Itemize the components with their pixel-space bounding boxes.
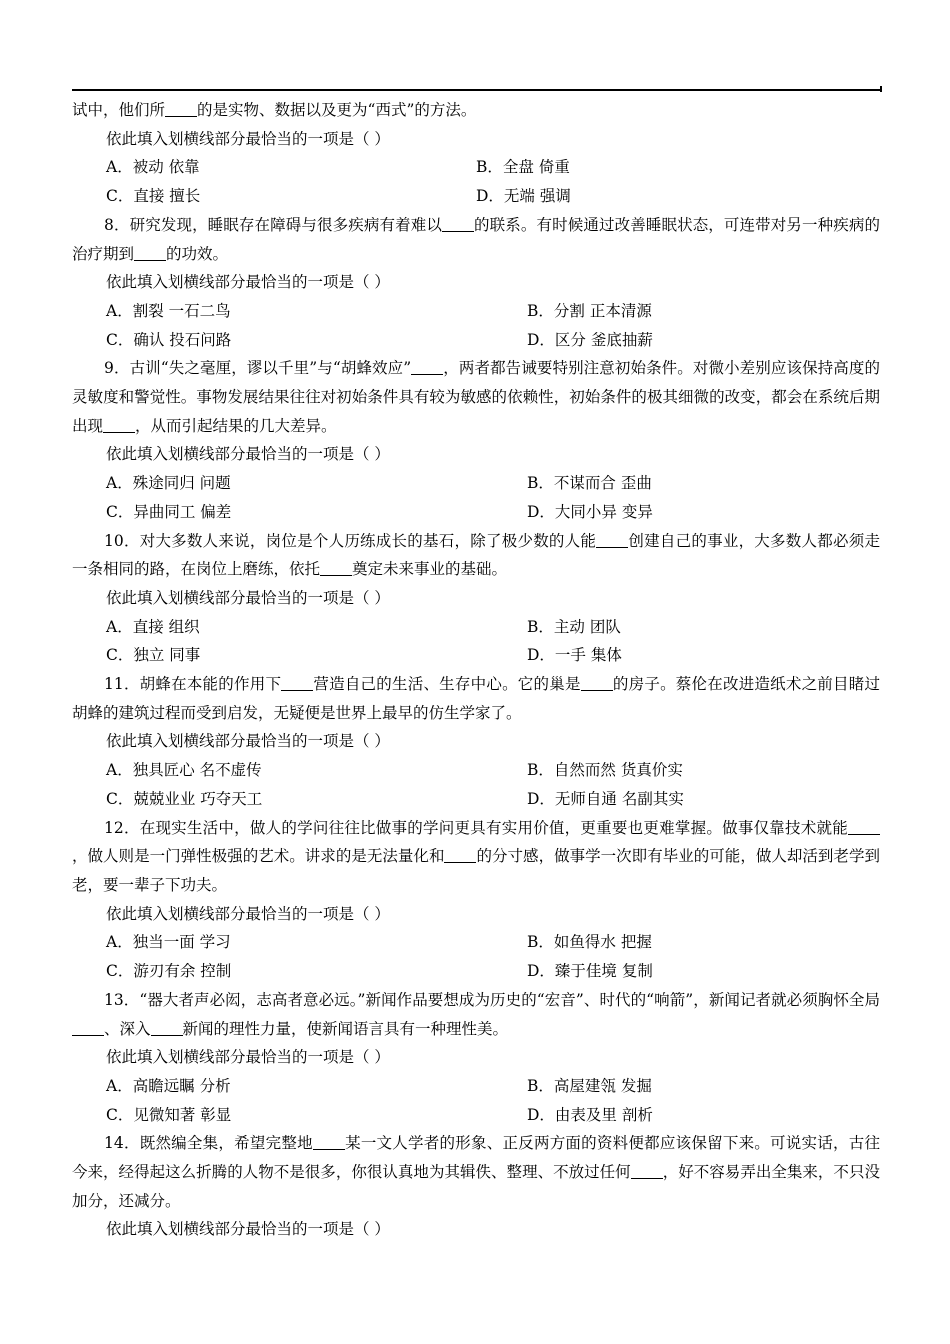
q10-stem <box>72 527 880 584</box>
q11-option-d: D．无师自通 名副其实 <box>527 789 684 808</box>
q7-text-part-1: 试中，他们所 <box>72 101 166 119</box>
q11-stem <box>72 670 880 727</box>
q7-option-a: A．被动 依靠 <box>106 158 200 177</box>
header-rule <box>72 89 880 91</box>
answer-blank <box>313 1134 345 1151</box>
q14-prompt: 依此填入划横线部分最恰当的一项是（ ） <box>106 1220 390 1239</box>
q10-option-b: B．主动 团队 <box>527 617 621 636</box>
q9-option-a: A．殊途同归 问题 <box>106 474 231 493</box>
q7-text-part-2: 的是实物、数据以及更为“西式”的方法。 <box>197 101 477 119</box>
q13-options-row-2 <box>72 1101 880 1130</box>
q8-option-b: B．分割 正本清源 <box>527 301 652 320</box>
q14-text-part-2: 某一文人学者的形象、正反两方面的资料便都应该保留下来。可说实话，古往今来，经得起这么折腾的人物不是很多，你很认真地为其辑佚、整理、不放过任何 <box>72 1134 880 1182</box>
q12-options-row-2 <box>72 957 880 986</box>
q9-text-part-3: ，从而引起结果的几大差异。 <box>135 416 337 435</box>
q13-stem <box>72 986 880 1043</box>
q9-stem <box>72 354 880 440</box>
answer-blank <box>848 818 880 835</box>
q7-options-row-1 <box>72 153 880 182</box>
answer-blank <box>411 359 443 376</box>
q11-option-a: A．独具匠心 名不虚传 <box>106 761 262 780</box>
answer-blank <box>134 244 166 261</box>
answer-blank <box>151 1019 183 1036</box>
q12-text-part-1: 12．在现实生活中，做人的学问往往比做事的学问更具有实用价值，更重要也更难掌握。做事仅靠技术就能 <box>104 818 848 837</box>
q7-prompt: 依此填入划横线部分最恰当的一项是（ ） <box>106 129 390 148</box>
q12-text-part-3: 的分寸感，做事学一次即有毕业的可能，做人却活到老学到老，要一辈子下功夫。 <box>72 847 880 894</box>
q13-option-c: C．见微知著 彰显 <box>106 1105 232 1124</box>
q7-options-row-2 <box>72 182 880 211</box>
q11-option-c: C．兢兢业业 巧夺天工 <box>106 789 263 808</box>
q10-text-part-2: 创建自己的事业，大多数人都必须走一条相同的路，在岗位上磨练，依托 <box>72 531 880 579</box>
q8-text-part-1: 8．研究发现，睡眠存在障碍与很多疾病有着难以 <box>104 215 442 234</box>
q13-text-part-3: 新闻的理性力量，使新闻语言具有一种理性美。 <box>182 1019 509 1038</box>
answer-blank <box>631 1163 663 1180</box>
q14-text-part-1: 14．既然编全集，希望完整地 <box>104 1134 313 1153</box>
q13-text-part-2: 、深入 <box>104 1019 151 1038</box>
header-rule-tick <box>880 86 882 92</box>
q8-options-row-2 <box>72 326 880 355</box>
q9-option-c: C．异曲同工 偏差 <box>106 502 232 521</box>
q11-text-part-2: 营造自己的生活、生存中心。它的巢是 <box>313 675 581 694</box>
q7-continuation <box>72 96 880 125</box>
q10-options-row-2 <box>72 641 880 670</box>
q11-prompt: 依此填入划横线部分最恰当的一项是（ ） <box>106 732 390 751</box>
q8-option-d: D．区分 釜底抽薪 <box>527 330 653 349</box>
q8-option-a: A．割裂 一石二鸟 <box>106 301 231 320</box>
q12-option-d: D．臻于佳境 复制 <box>527 962 653 981</box>
q14-stem <box>72 1129 880 1215</box>
q9-options-row-2 <box>72 498 880 527</box>
answer-blank <box>596 531 628 548</box>
answer-blank <box>444 847 476 864</box>
q9-text-part-1: 9．古训“失之毫厘，谬以千里”与“胡蜂效应” <box>104 359 412 378</box>
q10-option-c: C．独立 同事 <box>106 646 201 665</box>
q13-text-part-1: 13．“器大者声必闳，志高者意必远。”新闻作品要想成为历史的“宏音”、时代的“响箭”，新闻记者就必须胸怀全局 <box>104 990 880 1009</box>
q11-text-part-1: 11．胡蜂在本能的作用下 <box>104 675 282 694</box>
q13-option-d: D．由表及里 剖析 <box>527 1105 653 1124</box>
q13-options-row-1 <box>72 1072 880 1101</box>
q13-option-a: A．高瞻远瞩 分析 <box>106 1076 231 1095</box>
q9-option-b: B．不谋而合 歪曲 <box>527 474 652 493</box>
q12-prompt: 依此填入划横线部分最恰当的一项是（ ） <box>106 904 390 923</box>
q7-option-c: C．直接 擅长 <box>106 187 201 206</box>
q11-options-row-1 <box>72 756 880 785</box>
q10-option-a: A．直接 组织 <box>106 617 200 636</box>
answer-blank <box>320 560 352 577</box>
answer-blank <box>281 675 313 692</box>
answer-blank <box>103 416 135 433</box>
q10-option-d: D．一手 集体 <box>527 646 622 665</box>
page-content <box>72 96 880 1244</box>
q13-option-b: B．高屋建瓴 发掘 <box>527 1076 652 1095</box>
q11-text-part-3: 的房子。蔡伦在改进造纸术之前目睹过胡蜂的建筑过程而受到启发，无疑便是世界上最早的仿生学家了。 <box>72 675 880 722</box>
q8-option-c: C．确认 投石问路 <box>106 330 232 349</box>
answer-blank <box>165 101 197 118</box>
q9-option-d: D．大同小异 变异 <box>527 502 653 521</box>
q14-text-part-3: ，好不容易弄出全集来，不只没加分，还减分。 <box>72 1163 880 1210</box>
answer-blank <box>442 215 474 232</box>
answer-blank <box>581 675 613 692</box>
q8-stem <box>72 211 880 268</box>
q11-option-b: B．自然而然 货真价实 <box>527 761 683 780</box>
q9-text-part-2: ，两者都告诫要特别注意初始条件。对微小差别应该保持高度的灵敏度和警觉性。事物发展结果往往对初始条件具有较为敏感的依赖性，初始条件的极其细微的改变，都会在系统后期出现 <box>72 359 880 435</box>
q12-option-a: A．独当一面 学习 <box>106 933 231 952</box>
q12-option-b: B．如鱼得水 把握 <box>527 933 652 952</box>
q8-options-row-1 <box>72 297 880 326</box>
q12-option-c: C．游刃有余 控制 <box>106 962 232 981</box>
q10-options-row-1 <box>72 613 880 642</box>
q10-prompt: 依此填入划横线部分最恰当的一项是（ ） <box>106 588 390 607</box>
q13-prompt: 依此填入划横线部分最恰当的一项是（ ） <box>106 1048 390 1067</box>
q7-option-b: B．全盘 倚重 <box>476 158 570 177</box>
q8-prompt: 依此填入划横线部分最恰当的一项是（ ） <box>106 273 390 292</box>
q12-options-row-1 <box>72 928 880 957</box>
q8-text-part-3: 的功效。 <box>166 244 229 263</box>
q11-options-row-2 <box>72 785 880 814</box>
q9-options-row-1 <box>72 469 880 498</box>
q9-prompt: 依此填入划横线部分最恰当的一项是（ ） <box>106 445 390 464</box>
q10-text-part-3: 奠定未来事业的基础。 <box>352 560 508 579</box>
answer-blank <box>72 1019 104 1036</box>
q10-text-part-1: 10．对大多数人来说，岗位是个人历练成长的基石，除了极少数的人能 <box>104 531 597 550</box>
q8-text-part-2: 的联系。有时候通过改善睡眠状态，可连带对另一种疾病的治疗期到 <box>72 215 880 263</box>
q12-stem <box>72 814 880 900</box>
q7-option-d: D．无端 强调 <box>476 187 571 206</box>
q12-text-part-2: ，做人则是一门弹性极强的艺术。讲求的是无法量化和 <box>72 847 445 866</box>
